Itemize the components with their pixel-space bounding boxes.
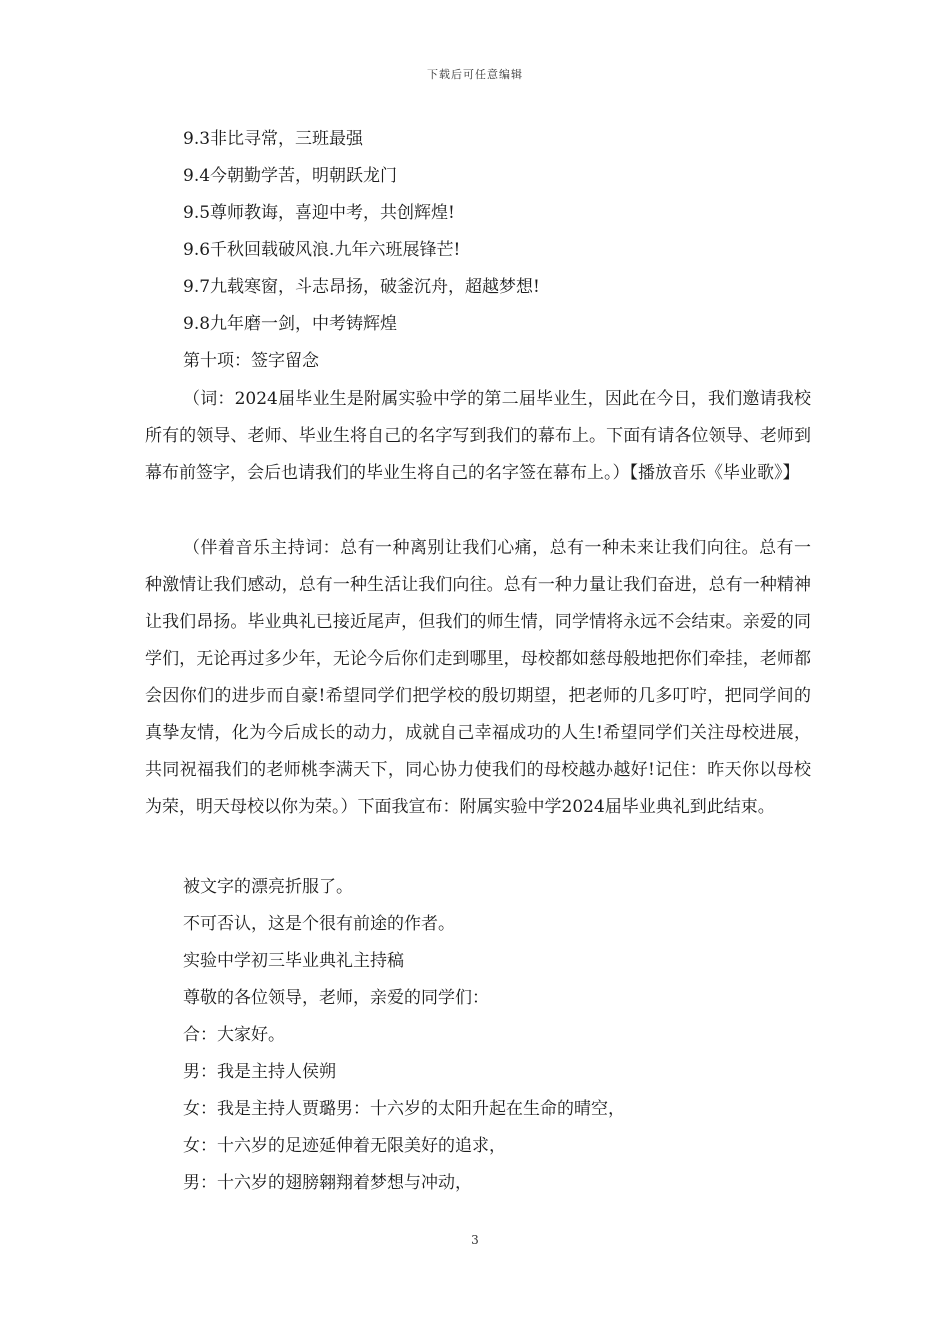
text-line: 9.7九载寒窗，斗志昂扬，破釜沉舟，超越梦想! [183, 277, 540, 297]
text-line: 不可否认，这是个很有前途的作者。 [183, 914, 455, 934]
paragraph-closing-speech: （伴着音乐主持词：总有一种离别让我们心痛，总有一种未来让我们向往。总有一种激情让我们感动，总有一种生活让我们向往。总有一种力量让我们奋进，总有一种精神让我们昂扬。毕业典礼已接近尾声，但我们的师生情，同学情将永远不会结束。亲爱的同学们，无论再过多少年，无论今后你们走到哪里，母校都如慈母般地把你们牵挂，老师都会因你们的进步而自豪!希望同学们把学校的殷切期望，把老师的几多叮咛，把同学间的真挚友情，化为今后成长的动力，成就自己幸福成功的人生!希望同学们关注母校进展，共同祝福我们的老师桃李满天下，同心协力使我们的母校越办越好!记住：昨天你以母校为荣，明天母校以你为荣。）下面我宣布：附属实验中学2024届毕业典礼到此结束。 [145, 538, 811, 817]
text-line: 9.8九年磨一剑，中考铸辉煌 [183, 314, 398, 334]
document-title: 实验中学初三毕业典礼主持稿 [183, 951, 404, 971]
text-line: 男：我是主持人侯朔 [183, 1062, 336, 1082]
text-line: 女：我是主持人贾璐男：十六岁的太阳升起在生命的晴空， [183, 1099, 625, 1119]
text-line: 9.5尊师教诲，喜迎中考，共创辉煌! [183, 203, 455, 223]
text-line: 合：大家好。 [183, 1025, 285, 1045]
text-line: 男：十六岁的翅膀翱翔着梦想与冲动， [183, 1173, 472, 1193]
text-line: 女：十六岁的足迹延伸着无限美好的追求， [183, 1136, 506, 1156]
text-line: 9.4今朝勤学苦，明朝跃龙门 [183, 166, 398, 186]
text-line: 9.6千秋回载破风浪.九年六班展锋芒! [183, 240, 461, 260]
page-number: 3 [471, 1233, 479, 1247]
paragraph-signing: （词：2024届毕业生是附属实验中学的第二届毕业生，因此在今日，我们邀请我校所有的领导、老师、毕业生将自己的名字写到我们的幕布上。下面有请各位领导、老师到幕布前签字，会后也请我们的毕业生将自己的名字签在幕布上。）【播放音乐《毕业歌》】 [145, 389, 811, 483]
text-line: 9.3非比寻常，三班最强 [183, 129, 364, 149]
section-heading: 第十项：签字留念 [183, 351, 319, 371]
page-header: 下载后可任意编辑 [427, 68, 523, 81]
text-line: 尊敬的各位领导，老师，亲爱的同学们： [183, 988, 489, 1008]
text-line: 被文字的漂亮折服了。 [183, 877, 353, 897]
